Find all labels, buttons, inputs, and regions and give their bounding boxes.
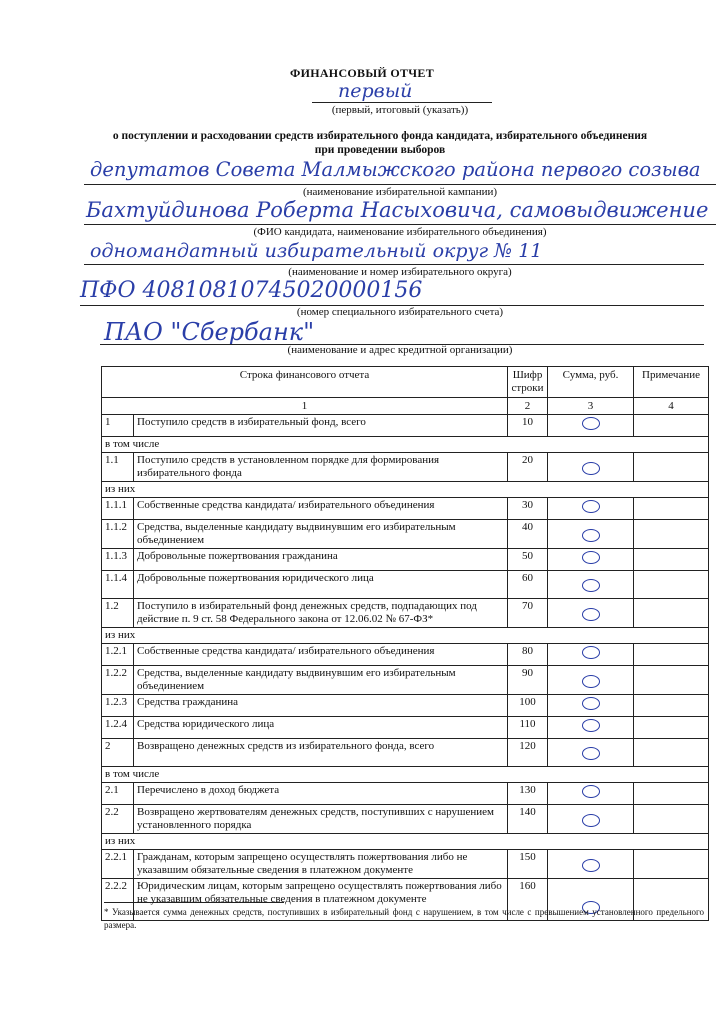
table-row (102, 805, 709, 834)
row-note (634, 453, 709, 482)
report-type-caption: (первый, итоговый (указать)) (331, 104, 469, 116)
campaign-name-caption: (наименование избирательной кампании) (302, 186, 498, 198)
row-sum (548, 717, 634, 739)
header-note: Примечание (634, 367, 709, 398)
col-number-4: 4 (634, 398, 709, 415)
row-text: Возвращено денежных средств из избирательного фонда, всего (134, 739, 508, 767)
row-note (634, 571, 709, 599)
row-sum (548, 783, 634, 805)
row-text: Возвращено жертвователям денежных средств, поступивших с нарушением установленного порядка (134, 805, 508, 834)
row-number: 2.1 (102, 783, 134, 805)
row-sum (548, 739, 634, 767)
span-label: из них (102, 628, 709, 644)
handwritten-sum-value (582, 814, 600, 827)
header-line: Строка финансового отчета (102, 367, 508, 398)
district-value: одномандатный избирательный округ № 11 (90, 240, 543, 262)
row-sum (548, 549, 634, 571)
row-note (634, 850, 709, 879)
bank-name-caption: (наименование и адрес кредитной организации) (287, 344, 513, 356)
row-code: 70 (508, 599, 548, 628)
account-number-value: ПФО 40810810745020000156 (80, 278, 423, 303)
row-code: 60 (508, 571, 548, 599)
row-note (634, 498, 709, 520)
row-number: 1.2.4 (102, 717, 134, 739)
row-code: 110 (508, 717, 548, 739)
table-row (102, 571, 709, 599)
table-span-row (102, 482, 709, 498)
candidate-name-value: Бахтуйдинова Роберта Насыховича, самовыдвижение (86, 198, 709, 222)
table-row (102, 498, 709, 520)
row-text: Юридическим лицам, которым запрещено осуществлять пожертвования либо не указавшим обязательные сведения в платежном документе (134, 879, 508, 921)
row-number: 2.2.1 (102, 850, 134, 879)
row-number: 2.2.2 (102, 879, 134, 921)
row-sum (548, 599, 634, 628)
row-text: Поступило средств в избирательный фонд, всего (134, 415, 508, 437)
handwritten-sum-value (582, 747, 600, 760)
account-number-caption: (номер специального избирательного счета) (296, 306, 504, 318)
column-number-row (102, 398, 709, 415)
row-number: 1.1 (102, 453, 134, 482)
span-label: из них (102, 482, 709, 498)
row-number: 2.2 (102, 805, 134, 834)
row-text: Средства, выделенные кандидату выдвинувшим его избирательным объединением (134, 666, 508, 695)
col-number-1: 1 (102, 398, 508, 415)
handwritten-sum-value (582, 719, 600, 732)
row-number: 1.2.2 (102, 666, 134, 695)
row-note (634, 520, 709, 549)
row-note (634, 599, 709, 628)
candidate-name-caption: (ФИО кандидата, наименование избирательного объединения) (253, 226, 547, 238)
row-code: 80 (508, 644, 548, 666)
row-note (634, 549, 709, 571)
handwritten-sum-value (582, 500, 600, 513)
table-row (102, 599, 709, 628)
report-title: ФИНАНСОВЫЙ ОТЧЕТ (289, 66, 435, 80)
row-sum (548, 850, 634, 879)
row-sum (548, 644, 634, 666)
table-span-row (102, 437, 709, 453)
row-code: 20 (508, 453, 548, 482)
handwritten-sum-value (582, 608, 600, 621)
row-number: 1 (102, 415, 134, 437)
table-row (102, 783, 709, 805)
row-sum (548, 695, 634, 717)
row-number: 1.2.3 (102, 695, 134, 717)
row-text: Поступило средств в установленном порядке для формирования избирательного фонда (134, 453, 508, 482)
row-text: Добровольные пожертвования юридического лица (134, 571, 508, 599)
handwritten-sum-value (582, 462, 600, 475)
row-sum (548, 805, 634, 834)
row-code: 100 (508, 695, 548, 717)
row-code: 140 (508, 805, 548, 834)
report-subtitle-line2: при проведении выборов (314, 144, 446, 156)
table-row (102, 644, 709, 666)
row-code: 50 (508, 549, 548, 571)
handwritten-sum-value (582, 646, 600, 659)
handwritten-sum-value (582, 579, 600, 592)
table-span-row (102, 767, 709, 783)
district-caption: (наименование и номер избирательного округа) (288, 266, 512, 278)
table-row (102, 415, 709, 437)
table-row (102, 453, 709, 482)
report-type-rule (312, 102, 492, 103)
row-sum (548, 666, 634, 695)
row-code: 130 (508, 783, 548, 805)
row-number: 2 (102, 739, 134, 767)
row-code: 120 (508, 739, 548, 767)
handwritten-sum-value (582, 417, 600, 430)
row-code: 90 (508, 666, 548, 695)
campaign-name-value: депутатов Совета Малмыжского района первого созыва (90, 158, 701, 181)
row-text: Средства, выделенные кандидату выдвинувшим его избирательным объединением (134, 520, 508, 549)
table-row (102, 739, 709, 767)
table-body (102, 415, 709, 921)
row-text: Перечислено в доход бюджета (134, 783, 508, 805)
table-row (102, 850, 709, 879)
row-number: 1.2 (102, 599, 134, 628)
handwritten-sum-value (582, 529, 600, 542)
table-row (102, 717, 709, 739)
span-label: в том числе (102, 437, 709, 453)
table-row (102, 520, 709, 549)
report-subtitle-line1: о поступлении и расходовании средств избирательного фонда кандидата, избирательного объединения (112, 130, 648, 142)
row-sum (548, 498, 634, 520)
table-span-row (102, 834, 709, 850)
row-text: Собственные средства кандидата/ избирательного объединения (134, 498, 508, 520)
row-note (634, 415, 709, 437)
table-row (102, 549, 709, 571)
row-note (634, 783, 709, 805)
handwritten-sum-value (582, 551, 600, 564)
report-type-value: первый (338, 80, 413, 102)
row-text: Гражданам, которым запрещено осуществлять пожертвования либо не указавшим обязательные сведения в платежном документе (134, 850, 508, 879)
row-code: 160 (508, 879, 548, 921)
row-sum (548, 520, 634, 549)
district-rule (84, 264, 704, 265)
candidate-name-rule (84, 224, 716, 225)
row-sum (548, 571, 634, 599)
row-note (634, 644, 709, 666)
row-code: 150 (508, 850, 548, 879)
bank-name-value: ПАО "Сбербанк" (104, 318, 315, 346)
row-text: Средства гражданина (134, 695, 508, 717)
row-note (634, 717, 709, 739)
header-code: Шифр строки (508, 367, 548, 398)
span-label: из них (102, 834, 709, 850)
row-number: 1.1.1 (102, 498, 134, 520)
handwritten-sum-value (582, 859, 600, 872)
row-note (634, 805, 709, 834)
row-code: 30 (508, 498, 548, 520)
row-text: Поступило в избирательный фонд денежных средств, подпадающих под действие п. 9 ст. 58 Федерального закона от 12.06.02 № 67-ФЗ* (134, 599, 508, 628)
row-sum (548, 415, 634, 437)
handwritten-sum-value (582, 675, 600, 688)
col-number-3: 3 (548, 398, 634, 415)
financial-table (101, 366, 709, 921)
row-note (634, 666, 709, 695)
row-text: Средства юридического лица (134, 717, 508, 739)
handwritten-sum-value (582, 697, 600, 710)
row-code: 10 (508, 415, 548, 437)
row-number: 1.2.1 (102, 644, 134, 666)
row-number: 1.1.3 (102, 549, 134, 571)
handwritten-sum-value (582, 785, 600, 798)
row-sum (548, 453, 634, 482)
col-number-2: 2 (508, 398, 548, 415)
campaign-name-rule (84, 184, 716, 185)
span-label: в том числе (102, 767, 709, 783)
footnote: * Указывается сумма денежных средств, поступивших в избирательный фонд с нарушением, в том числе с превышением установленного предельного размера. (104, 907, 704, 930)
footnote-rule (104, 902, 284, 903)
row-number: 1.1.4 (102, 571, 134, 599)
header-sum: Сумма, руб. (548, 367, 634, 398)
row-text: Собственные средства кандидата/ избирательного объединения (134, 644, 508, 666)
table-header-row (102, 367, 709, 398)
table-row (102, 695, 709, 717)
row-text: Добровольные пожертвования гражданина (134, 549, 508, 571)
row-code: 40 (508, 520, 548, 549)
row-note (634, 739, 709, 767)
row-number: 1.1.2 (102, 520, 134, 549)
table-span-row (102, 628, 709, 644)
row-note (634, 695, 709, 717)
table-row (102, 666, 709, 695)
